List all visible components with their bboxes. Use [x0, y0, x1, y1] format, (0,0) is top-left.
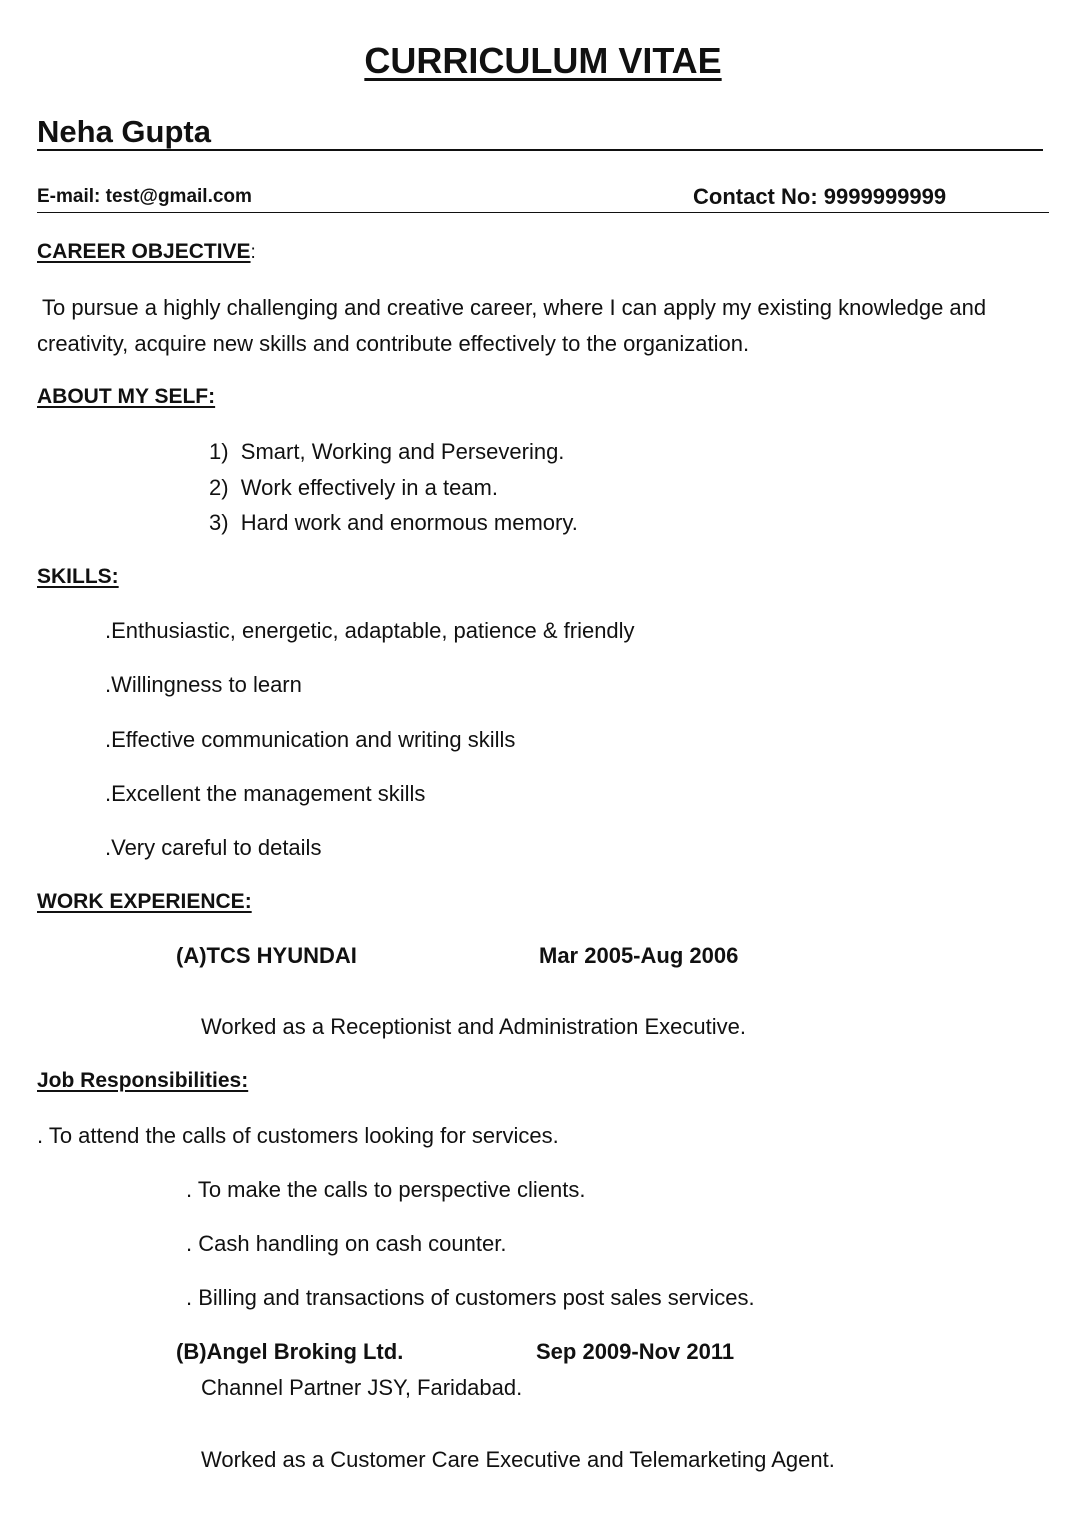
about-item-text: Work effectively in a team. [240, 475, 498, 500]
email-text: E-mail: test@gmail.com [37, 186, 252, 207]
contact-divider [37, 212, 1049, 213]
work-experience-heading: WORK EXPERIENCE: [37, 890, 252, 913]
responsibility-item: . To make the calls to perspective clients. [186, 1177, 586, 1202]
job-description: Worked as a Receptionist and Administration Executive. [201, 1014, 746, 1039]
career-objective-label: CAREER OBJECTIVE [37, 240, 251, 263]
about-item [209, 505, 578, 541]
job-dates: Mar 2005-Aug 2006 [539, 943, 739, 968]
career-objective-heading [37, 240, 256, 264]
name-divider [37, 149, 1043, 151]
skill-item: .Willingness to learn [105, 672, 302, 697]
job-marker: (B) [176, 1339, 207, 1364]
job-title [176, 938, 357, 974]
responsibility-item: . Billing and transactions of customers post sales services. [186, 1285, 755, 1310]
about-item-number: 2) [209, 475, 229, 500]
skill-item: .Very careful to details [105, 835, 322, 860]
about-item-number: 3) [209, 510, 229, 535]
job-company: TCS HYUNDAI [206, 943, 357, 968]
job-dates: Sep 2009-Nov 2011 [536, 1339, 735, 1364]
skills-heading: SKILLS: [37, 565, 119, 588]
job-company: Angel Broking Ltd. [206, 1339, 404, 1364]
responsibility-item: . Cash handling on cash counter. [186, 1231, 507, 1256]
job-description: Worked as a Customer Care Executive and Telemarketing Agent. [201, 1447, 835, 1472]
about-heading: ABOUT MY SELF: [37, 385, 216, 408]
about-item-number: 1) [209, 439, 229, 464]
career-objective-text: To pursue a highly challenging and creative career, where I can apply my existing knowledge and creativity, acquire new skills and contribute effectively to the organization. [37, 295, 987, 356]
candidate-name: Neha Gupta [37, 114, 211, 149]
about-item-text: Smart, Working and Persevering. [240, 439, 565, 464]
job-responsibilities-heading: Job Responsibilities: [37, 1069, 249, 1092]
skill-item: .Excellent the management skills [105, 781, 426, 806]
skill-item: .Effective communication and writing skills [105, 727, 516, 752]
about-item [209, 470, 498, 506]
about-item [209, 434, 564, 470]
document-title: CURRICULUM VITAE [364, 40, 722, 81]
career-objective-colon: : [250, 242, 256, 263]
job-subtitle: Channel Partner JSY, Faridabad. [201, 1375, 523, 1400]
about-item-text: Hard work and enormous memory. [240, 510, 578, 535]
job-title [176, 1334, 403, 1370]
skill-item: .Enthusiastic, energetic, adaptable, patience & friendly [105, 618, 635, 643]
job-marker: (A) [176, 943, 207, 968]
responsibility-item: . To attend the calls of customers looking for services. [37, 1123, 559, 1148]
phone-text: Contact No: 9999999999 [693, 184, 947, 209]
